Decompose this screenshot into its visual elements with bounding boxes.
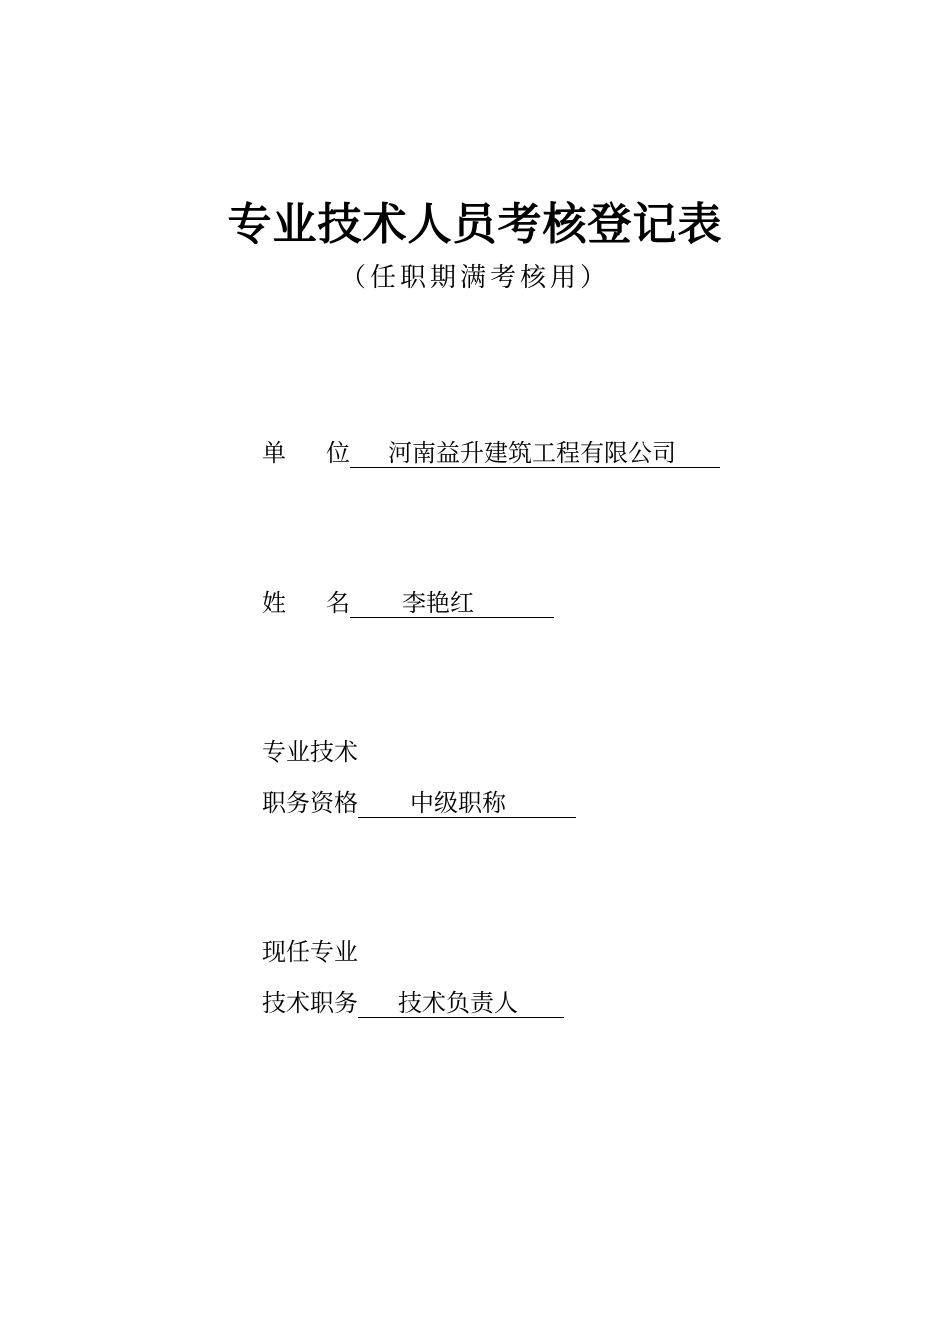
unit-label xyxy=(262,433,350,468)
name-label-char1: 姓 xyxy=(262,589,286,617)
position-label-line1: 现任专业 xyxy=(262,938,358,966)
document-subtitle: （任职期满考核用） xyxy=(339,263,610,293)
name-label xyxy=(262,583,350,618)
name-row xyxy=(262,583,554,618)
unit-label-char2: 位 xyxy=(326,439,350,467)
name-value: 李艳红 xyxy=(402,589,474,617)
position-row xyxy=(262,983,564,1018)
position-value-field xyxy=(358,990,564,1018)
unit-label-char1: 单 xyxy=(262,439,286,467)
unit-row xyxy=(262,433,720,468)
unit-value: 河南益升建筑工程有限公司 xyxy=(388,439,676,467)
qualification-label-line2: 职务资格 xyxy=(262,789,358,817)
qualification-row xyxy=(262,783,576,818)
name-label-char2: 名 xyxy=(326,589,350,617)
name-value-field xyxy=(350,590,554,618)
qualification-label-line1: 专业技术 xyxy=(262,738,358,766)
unit-value-field xyxy=(350,440,720,468)
document-title: 专业技术人员考核登记表 xyxy=(227,199,723,250)
qualification-value-field xyxy=(358,790,576,818)
position-label-line2: 技术职务 xyxy=(262,989,358,1017)
position-value: 技术负责人 xyxy=(398,989,518,1017)
qualification-value: 中级职称 xyxy=(410,789,506,817)
